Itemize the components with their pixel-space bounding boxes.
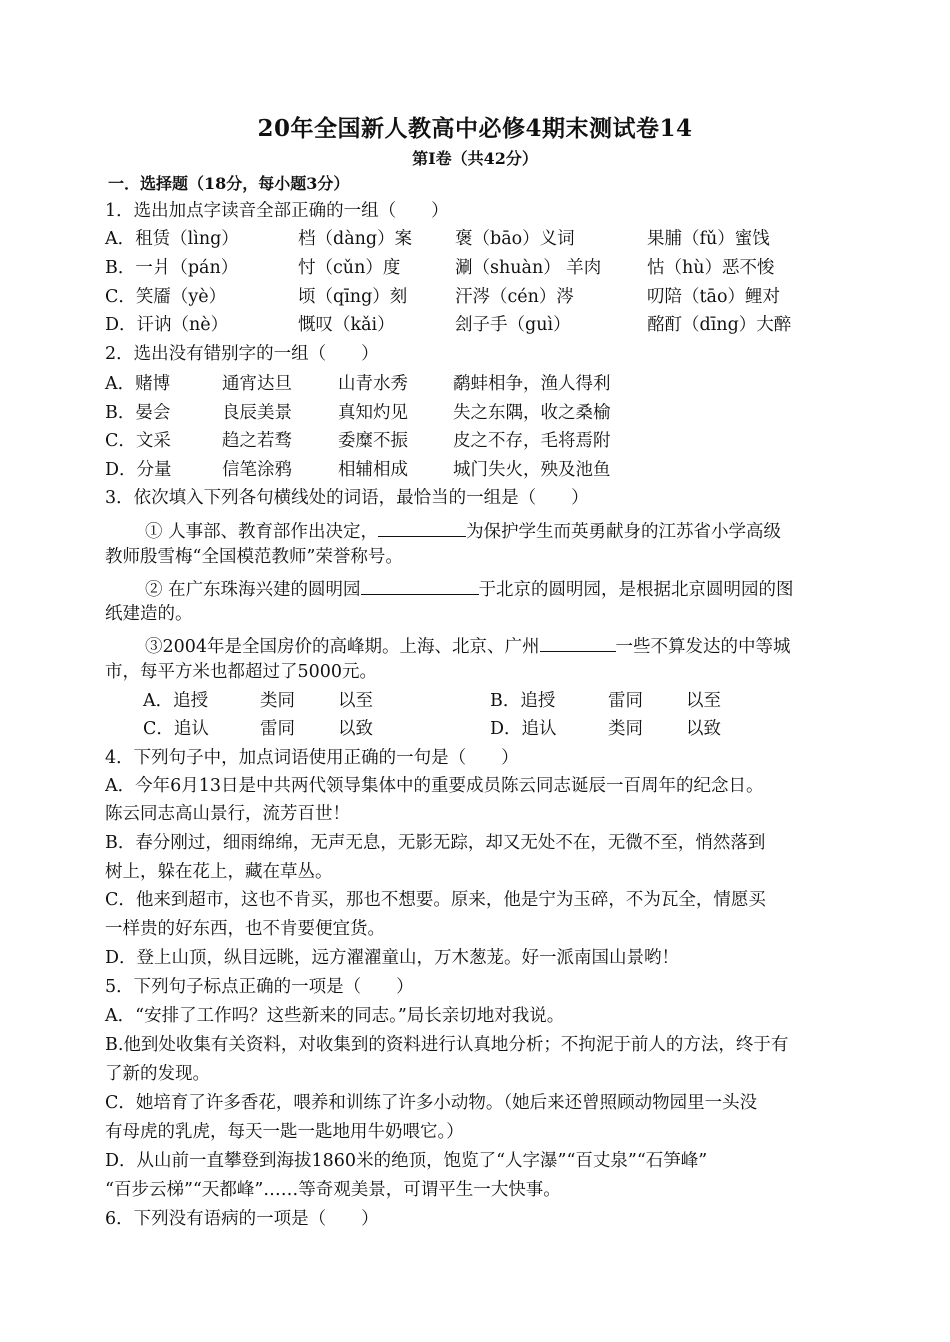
q1-d-3: 刽子手（guì） [455,315,571,335]
q3-opt-c-1: C．追认 [143,719,209,739]
q2-b-1: B．晏会 [105,403,171,423]
q1-c-3: 汗涔（cén）涔 [455,287,574,307]
q1-b-3: 涮（shuàn） 羊肉 [455,258,602,278]
q3-s2-start: ② 在广东珠海兴建的圆明园 [145,580,361,600]
q3-blank-1 [378,520,466,537]
q1-c-1: C．笑靥（yè） [105,287,227,307]
q3-opt-b-2: 雷同 [608,691,643,711]
q4-option-c-line2: 一样贵的好东西，也不肯要便宜货。 [105,919,385,939]
q3-opt-a-3: 以至 [338,691,373,711]
q3-s1-start: ① 人事部、教育部作出决定， [145,522,379,542]
q2-b-4: 失之东隅，收之桑榆 [453,403,611,423]
q3-opt-d-2: 类同 [608,719,643,739]
q3-s2-continued: 纸建造的。 [105,604,193,624]
q2-c-1: C．文采 [105,431,171,451]
q1-d-1: D．讦讷（nè） [105,315,229,335]
q2-a-3: 山青水秀 [338,374,408,394]
q2-a-2: 通宵达旦 [222,374,292,394]
q1-stem: 1．选出加点字读音全部正确的一组（ ） [105,201,449,221]
q3-s3-start: ③2004年是全国房价的高峰期。上海、北京、广州 [145,637,540,657]
q2-d-2: 信笔涂鸦 [222,460,292,480]
q3-s1-continued: 教师殷雪梅“全国模范教师”荣誉称号。 [105,547,403,567]
q5-option-d-line2: “百步云梯”“天都峰”……等奇观美景，可谓平生一大快事。 [105,1180,561,1200]
q3-opt-b-1: B．追授 [490,691,556,711]
q3-opt-a-2: 类同 [260,691,295,711]
q1-c-2: 顷（qīng）刻 [298,287,408,307]
q1-a-3: 褒（bāo）义词 [455,229,575,249]
q3-opt-a-1: A．追授 [143,691,209,711]
q2-c-2: 趋之若骛 [222,431,292,451]
q3-opt-c-2: 雷同 [260,719,295,739]
q5-option-b-line1: B.他到处收集有关资料，对收集到的资料进行认真地分析；不拘泥于前人的方法，终于有 [105,1035,789,1055]
q3-opt-b-3: 以至 [686,691,721,711]
q1-b-2: 忖（cǔn）度 [298,258,401,278]
q3-opt-d-3: 以致 [686,719,721,739]
q1-b-4: 怙（hù）恶不悛 [647,258,775,278]
q4-option-a-line2: 陈云同志高山景行，流芳百世！ [105,804,350,824]
q4-option-b-line1: B．春分刚过，细雨绵绵，无声无息，无影无踪，却又无处不在，无微不至，悄然落到 [105,833,766,853]
q4-stem: 4．下列句子中，加点词语使用正确的一句是（ ） [105,748,519,768]
q3-blank-2 [361,578,479,595]
q6-stem: 6．下列没有语病的一项是（ ） [105,1209,379,1229]
q2-a-1: A．赌博 [105,374,171,394]
section-heading: 一．选择题（18分，每小题3分） [108,174,350,193]
q1-a-1: A．租赁（lìng） [105,229,239,249]
q3-blank-3 [540,635,616,652]
q3-opt-c-3: 以致 [338,719,373,739]
q3-opt-d-1: D．追认 [490,719,557,739]
q3-s3-end: 一些不算发达的中等城 [615,637,791,657]
exam-title: 20年全国新人教高中必修4期末测试卷14 [257,115,693,142]
q2-a-4: 鹬蚌相争，渔人得利 [453,374,611,394]
q2-d-3: 相辅相成 [338,460,408,480]
q1-c-4: 叨陪（tāo）鲤对 [647,287,781,307]
q2-b-2: 良辰美景 [222,403,292,423]
q3-stem: 3．依次填入下列各句横线处的词语，最恰当的一组是（ ） [105,488,589,508]
q5-stem: 5．下列句子标点正确的一项是（ ） [105,977,414,997]
q2-stem: 2．选出没有错别字的一组（ ） [105,344,379,364]
q5-option-c-line1: C．她培育了许多香花，喂养和训练了许多小动物。（她后来还曾照顾动物园里一头没 [105,1093,758,1113]
q4-option-c-line1: C．他来到超市，这也不肯买，那也不想要。原来，他是宁为玉碎，不为瓦全，情愿买 [105,890,766,910]
q5-option-b-line2: 了新的发现。 [105,1064,210,1084]
q1-a-4: 果脯（fǔ）蜜饯 [647,229,770,249]
q4-option-d: D．登上山顶，纵目远眺，远方濯濯童山，万木葱茏。好一派南国山景哟！ [105,948,680,968]
q3-sentence-1 [145,520,781,542]
q3-s3-continued: 市，每平方米也都超过了5000元。 [105,662,378,682]
q1-a-2: 档（dàng）案 [298,229,413,249]
q1-d-2: 慨叹（kǎi） [298,315,395,335]
q3-s1-end: 为保护学生而英勇献身的江苏省小学高级 [466,522,782,542]
q2-d-1: D．分量 [105,460,172,480]
part-heading: 第Ⅰ卷（共42分） [412,149,538,168]
q5-option-a: A．“安排了工作吗？这些新来的同志。”局长亲切地对我说。 [105,1006,565,1026]
q5-option-d-line1: D．从山前一直攀登到海拔1860米的绝顶，饱览了“人字瀑”“百丈泉”“石笋峰” [105,1151,708,1171]
q3-s2-end: 于北京的圆明园，是根据北京圆明园的图 [478,580,794,600]
q2-d-4: 城门失火，殃及池鱼 [453,460,611,480]
q3-sentence-3 [145,635,791,657]
q5-option-c-line2: 有母虎的乳虎，每天一匙一匙地用牛奶喂它。） [105,1122,464,1142]
q1-d-4: 酩酊（dīng）大醉 [647,315,792,335]
q4-option-a-line1: A．今年6月13日是中共两代领导集体中的重要成员陈云同志诞辰一百周年的纪念日。 [105,776,764,796]
q3-sentence-2 [145,578,794,600]
q2-c-4: 皮之不存，毛将焉附 [453,431,611,451]
q4-option-b-line2: 树上，躲在花上，藏在草丛。 [105,862,333,882]
q1-b-1: B．一爿（pán） [105,258,239,278]
q2-c-3: 委糜不振 [338,431,408,451]
q2-b-3: 真知灼见 [338,403,408,423]
